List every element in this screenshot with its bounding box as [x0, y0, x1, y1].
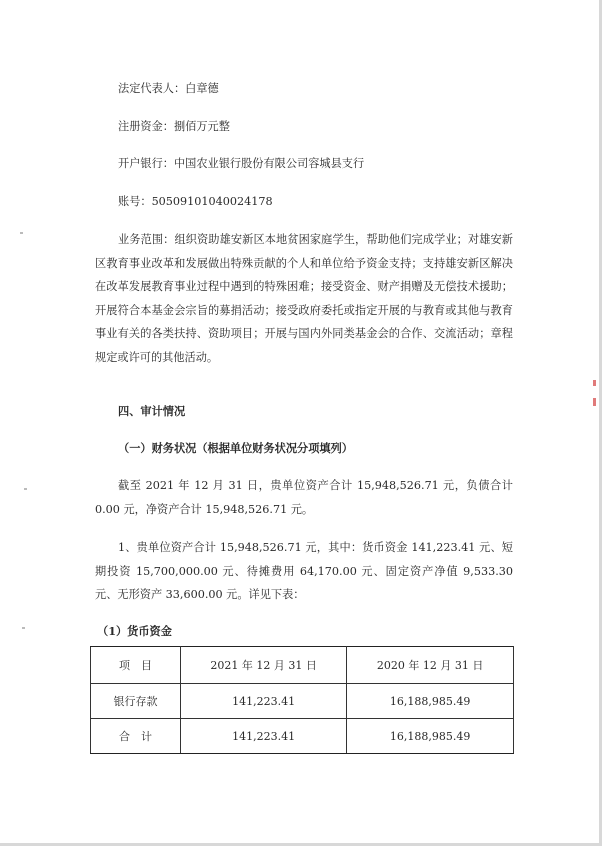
red-stamp-edge: [593, 380, 596, 386]
table-cell: 16,188,985.49: [347, 719, 514, 754]
scan-speck: [24, 488, 27, 490]
table-cell: 16,188,985.49: [347, 684, 514, 719]
table-cell: 141,223.41: [180, 719, 346, 754]
section-title: 四、审计情况: [118, 404, 186, 418]
table-cell: 银行存款: [91, 684, 181, 719]
summary-paragraph: 截至 2021 年 12 月 31 日，贵单位资产合计 15,948,526.71 元，负债合计 0.00 元，净资产合计 15,948,526.71 元。: [95, 479, 513, 516]
account-number: 账号：50509101040024178: [118, 195, 273, 208]
assets-paragraph: 1、贵单位资产合计 15,948,526.71 元，其中：货币资金 141,223.41 元、短期投资 15,700,000.00 元、待摊费用 64,170.00 元、固定资产净值 9,533.30 元、无形资产 33,600.00 元。详见下表：: [95, 541, 513, 601]
table-header-row: [91, 647, 514, 684]
table-header: 项 目: [91, 647, 181, 684]
table-cell: 141,223.41: [180, 684, 346, 719]
table-cell: 合 计: [91, 719, 181, 754]
business-scope: 业务范围：组织资助雄安新区本地贫困家庭学生，帮助他们完成学业；对雄安新区教育事业改革和发展做出特殊贡献的个人和单位给予资金支持；支持雄安新区解决在改革发展教育事业过程中遇到的特殊困难；接受资金、财产捐赠及无偿技术援助；开展符合本基金会宗旨的募捐活动；接受政府委托或指定开展的与教育或其他与教育事业有关的各类扶持、资助项目；开展与国内外同类基金会的合作、交流活动；章程规定或许可的其他活动。: [95, 233, 513, 364]
table-row: [91, 684, 514, 719]
monetary-funds-table: [90, 646, 514, 754]
bank-name: 开户银行：中国农业银行股份有限公司容城县支行: [118, 157, 365, 170]
scan-speck: [22, 627, 25, 629]
table-header: 2020 年 12 月 31 日: [347, 647, 514, 684]
scan-speck: [20, 232, 23, 234]
table-title: （1）货币资金: [97, 624, 172, 638]
red-stamp-edge: [593, 398, 596, 406]
subsection-title: （一）财务状况（根据单位财务状况分项填列）: [118, 441, 353, 455]
registered-capital: 注册资金：捌佰万元整: [118, 120, 230, 133]
table-row: [91, 719, 514, 754]
legal-representative: 法定代表人：白章德: [118, 82, 219, 95]
table-header: 2021 年 12 月 31 日: [180, 647, 346, 684]
